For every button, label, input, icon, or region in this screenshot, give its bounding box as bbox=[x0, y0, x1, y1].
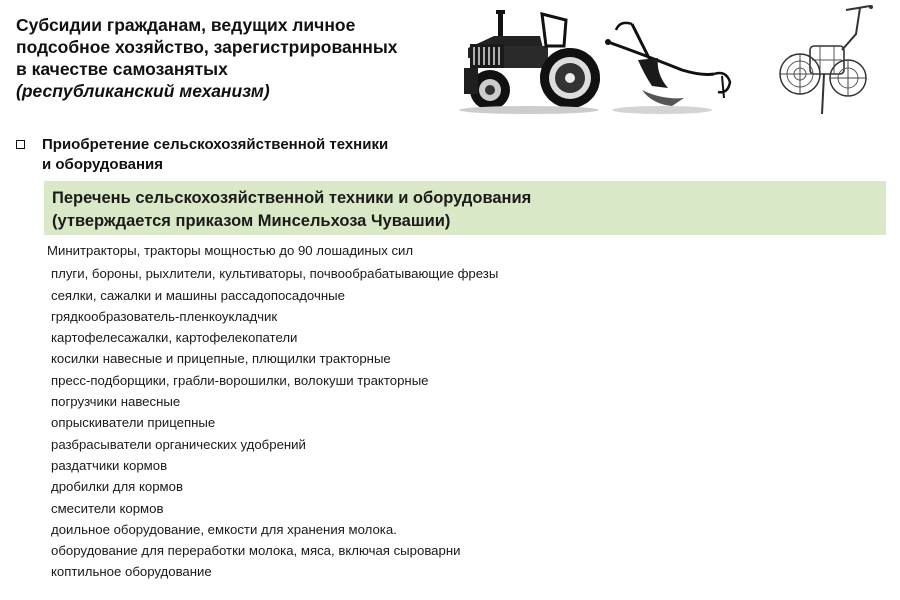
bullet-line: Приобретение сельскохозяйственной техники bbox=[42, 136, 389, 153]
title-line: в качестве самозанятых bbox=[16, 59, 228, 79]
list-item: смесители кормов bbox=[51, 500, 164, 516]
motoblock-icon bbox=[750, 4, 890, 119]
list-item: картофелесажалки, картофелекопатели bbox=[51, 330, 298, 346]
bullet-text bbox=[42, 135, 388, 175]
equipment-list bbox=[47, 240, 871, 583]
title-line: Субсидии гражданам, ведущих личное bbox=[16, 15, 356, 35]
list-item: доильное оборудование, емкости для хранения молока. bbox=[51, 521, 397, 537]
list-header-line: (утверждается приказом Минсельхоза Чувашии) bbox=[52, 212, 451, 230]
tractor-icon bbox=[454, 6, 604, 116]
illustrations bbox=[450, 4, 890, 122]
list-item: пресс-подборщики, грабли-ворошилки, волокуши тракторные bbox=[51, 372, 429, 388]
list-item: Минитракторы, тракторы мощностью до 90 лошадиных сил bbox=[47, 243, 414, 258]
checkbox-icon bbox=[16, 140, 25, 149]
list-item: погрузчики навесные bbox=[51, 394, 181, 410]
list-item: оборудование для переработки молока, мяса, включая сыроварни bbox=[51, 543, 461, 559]
section-bullet bbox=[16, 135, 446, 175]
page-title bbox=[16, 14, 456, 102]
title-line: подсобное хозяйство, зарегистрированных bbox=[16, 37, 398, 57]
list-item: дробилки для кормов bbox=[51, 479, 183, 495]
list-header-band bbox=[44, 181, 886, 235]
list-item: разбрасыватели органических удобрений bbox=[51, 436, 306, 452]
list-header bbox=[52, 187, 531, 233]
list-item: косилки навесные и прицепные, плющилки тракторные bbox=[51, 351, 391, 367]
list-item: коптильное оборудование bbox=[51, 564, 212, 580]
bullet-line: и оборудования bbox=[42, 156, 163, 173]
list-header-line: Перечень сельскохозяйственной техники и оборудования bbox=[52, 189, 532, 207]
list-item: раздатчики кормов bbox=[51, 457, 168, 473]
title-subtitle: (республиканский механизм) bbox=[16, 81, 270, 101]
plow-icon bbox=[602, 12, 742, 122]
list-item: плуги, бороны, рыхлители, культиваторы, почвообрабатывающие фрезы bbox=[51, 266, 499, 282]
list-item: грядкообразователь-пленкоукладчик bbox=[51, 308, 278, 324]
list-item: сеялки, сажалки и машины рассадопосадочные bbox=[51, 287, 345, 303]
list-item: опрыскиватели прицепные bbox=[51, 415, 216, 431]
